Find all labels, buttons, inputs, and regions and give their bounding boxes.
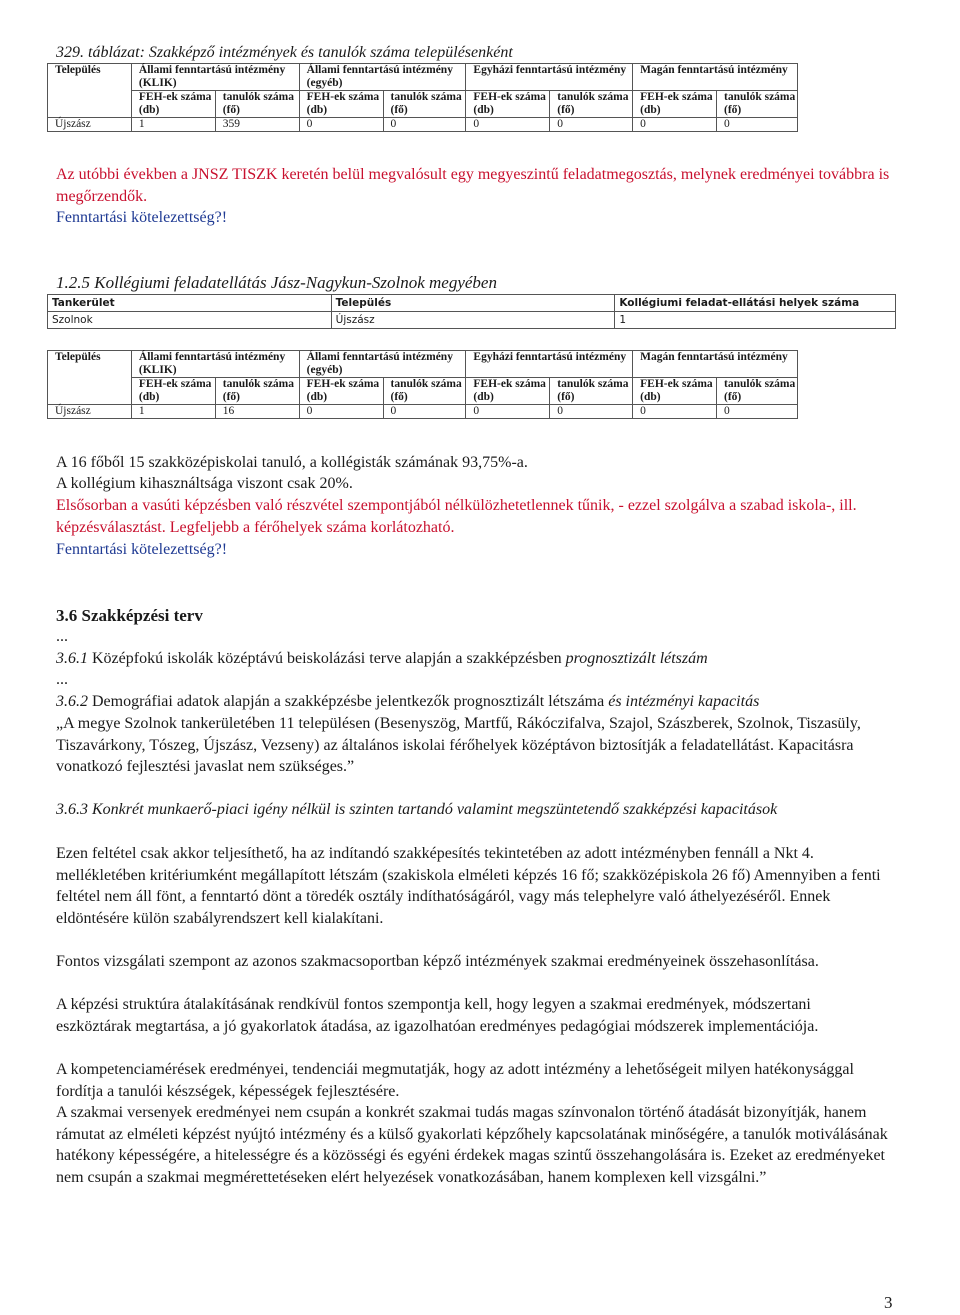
header-tanulok: tanulók száma (fő)	[383, 91, 466, 118]
paragraph-vasuti: Elsősorban a vasúti képzésben való részvétel szempontjából nélkülözhetetlennek tűnik, - ezzel szolgálva a szabad iskola-, ill. képzésválasztást. Legfeljebb a férőhelyek száma korlátozható.	[56, 497, 857, 536]
paragraph-vizsgalati: Fontos vizsgálati szempont az azonos szakmacsoportban képző intézmények szakmai eredményeinek összehasonlítása.	[56, 953, 819, 970]
cell-value: 1	[131, 405, 215, 419]
kollegium-table	[47, 294, 896, 329]
header-tanulok: tanulók száma (fő)	[550, 378, 633, 405]
subsection-number: 3.6.1	[56, 650, 88, 667]
note-fenntartasi: Fenntartási kötelezettség?!	[56, 541, 228, 558]
header-helyek: Kollégiumi feladat-ellátási helyek száma	[615, 295, 896, 312]
table-row	[48, 118, 798, 132]
header-tanulok: tanulók száma (fő)	[717, 378, 798, 405]
cell-telepules: Újszász	[48, 405, 132, 419]
header-tanulok: tanulók száma (fő)	[215, 378, 299, 405]
section-heading: 3.6 Szakképzési terv	[56, 606, 203, 625]
paragraph-versenyek: A szakmai versenyek eredményei nem csupán a konkrét szakmai tudás magas színvonalon történő átadását bizonyítják, hanem rámutat az elméleti képzést nyújtó intézmény és a külső gyakorlati képzőhely kapcsolatának minőségére, a tanulók motiválásának hatékony képességére, a hitelességre és a közösségi és egyéni érdekek magas szintű összehangolására is. Ezeket az eredményeket nem csupán a szakmai megmérettetéseken elért helyezések vonatkozásában, hanem komplexen kell vizsgálni.”	[56, 1104, 888, 1186]
cell-telepules: Újszász	[331, 312, 615, 329]
header-tanulok: tanulók száma (fő)	[215, 91, 299, 118]
paragraph-feltetel: Ezen feltétel csak akkor teljesíthető, ha az indítandó szakképesítés tekintetében az adott intézményben fennáll a Nkt 4. mellékletében kritériumként megállapított létszám (szakiskola elméleti képzés 16 fő; szakközépiskola 26 fő) Amennyiben a fenti feltétel nem áll fönt, a fenntartó dönt a töredék osztály indíthatóságáról, vagy más telephelyre való áthelyezéséről. Ennek eldöntésére külön szabályrendszert kell kialakítani.	[56, 845, 881, 927]
paragraph-kihasznaltsag: A kollégium kihasználtsága viszont csak 20%.	[56, 475, 353, 492]
cell-value: 0	[383, 118, 466, 132]
header-feh: FEH-ek száma (db)	[466, 91, 550, 118]
table-row	[48, 405, 798, 419]
subsection-363: 3.6.3 Konkrét munkaerő-piaci igény nélkül is szinten tartandó valamint megszüntetendő szakképzési kapacitások	[56, 801, 778, 818]
ellipsis: ...	[56, 671, 68, 688]
header-group: Magán fenntartású intézmény	[633, 351, 798, 378]
cell-helyek: 1	[615, 312, 896, 329]
institutions-table	[47, 63, 798, 132]
header-group: Állami fenntartású intézmény (KLIK)	[131, 351, 299, 378]
subsection-text: Középfokú iskolák középtávú beiskolázási terve alapján a szakképzésben	[88, 650, 566, 667]
note-fenntartasi: Fenntartási kötelezettség?!	[56, 209, 228, 226]
paragraph-struktura: A képzési struktúra átalakításának rendkívül fontos szempontja kell, hogy legyen a szakmai eredmények, módszertani eszköztárak megtartása, a jó gyakorlatok átadása, az igazolhatóan eredményes pedagógiai módszerek implementációja.	[56, 996, 819, 1035]
cell-value: 0	[717, 405, 798, 419]
cell-value: 0	[466, 405, 550, 419]
cell-tankerulet: Szolnok	[48, 312, 332, 329]
header-tanulok: tanulók száma (fő)	[717, 91, 798, 118]
cell-telepules: Újszász	[48, 118, 132, 132]
header-group: Magán fenntartású intézmény	[633, 64, 798, 91]
cell-value: 0	[299, 118, 383, 132]
subsection-emph: és intézményi kapacitás	[608, 693, 760, 710]
header-telepules: Település	[48, 64, 132, 118]
header-feh: FEH-ek száma (db)	[131, 91, 215, 118]
paragraph-kollegistak: A 16 főből 15 szakközépiskolai tanuló, a kollégisták számának 93,75%-a.	[56, 454, 528, 471]
cell-value: 0	[466, 118, 550, 132]
quote-szolnok: „A megye Szolnok tankerületében 11 településen (Besenyszög, Martfű, Rákóczifalva, Szajol, Szászberek, Szolnok, Tiszasüly, Tiszavárkony, Tószeg, Újszász, Vezseny) az általános iskolai férőhelyek középtávon biztosítják a feladatellátást. Kapacitásra vonatkozó fejlesztési javaslat nem szükséges.”	[56, 715, 861, 775]
header-feh: FEH-ek száma (db)	[633, 378, 717, 405]
cell-value: 16	[215, 405, 299, 419]
header-feh: FEH-ek száma (db)	[299, 378, 383, 405]
cell-value: 0	[550, 118, 633, 132]
subsection-361	[56, 648, 916, 670]
header-group: Állami fenntartású intézmény (egyéb)	[299, 351, 466, 378]
subsection-emph: prognosztizált létszám	[565, 650, 708, 667]
header-feh: FEH-ek száma (db)	[299, 91, 383, 118]
subsection-362	[56, 691, 916, 713]
header-telepules: Település	[48, 351, 132, 405]
header-telepules: Település	[331, 295, 615, 312]
header-tanulok: tanulók száma (fő)	[550, 91, 633, 118]
kollegium-students-table	[47, 350, 798, 419]
header-feh: FEH-ek száma (db)	[131, 378, 215, 405]
header-tankerulet: Tankerület	[48, 295, 332, 312]
header-feh: FEH-ek száma (db)	[633, 91, 717, 118]
header-group: Állami fenntartású intézmény (KLIK)	[131, 64, 299, 91]
cell-value: 0	[633, 118, 717, 132]
table-row	[48, 312, 896, 329]
paragraph-kompetencia: A kompetenciamérések eredményei, tendenciái megmutatják, hogy az adott intézmény a lehetőségeit milyen hatékonysággal fordítja a tanulói készségek, képességek fejlesztésére.	[56, 1061, 854, 1100]
header-group: Egyházi fenntartású intézmény	[466, 64, 633, 91]
cell-value: 0	[550, 405, 633, 419]
ellipsis: ...	[56, 628, 68, 645]
cell-value: 0	[633, 405, 717, 419]
cell-value: 1	[131, 118, 215, 132]
cell-value: 0	[299, 405, 383, 419]
paragraph-tiszk: Az utóbbi években a JNSZ TISZK keretén belül megvalósult egy megyeszintű feladatmegosztás, melynek eredményei továbbra is megőrzendők.	[56, 166, 890, 205]
header-group: Egyházi fenntartású intézmény	[466, 351, 633, 378]
header-group: Állami fenntartású intézmény (egyéb)	[299, 64, 466, 91]
section-heading: 1.2.5 Kollégiumi feladatellátás Jász-Nagykun-Szolnok megyében	[56, 273, 497, 292]
header-feh: FEH-ek száma (db)	[466, 378, 550, 405]
cell-value: 359	[215, 118, 299, 132]
cell-value: 0	[717, 118, 798, 132]
cell-value: 0	[383, 405, 466, 419]
subsection-number: 3.6.2	[56, 693, 88, 710]
table-caption: 329. táblázat: Szakképző intézmények és tanulók száma településenként	[56, 44, 513, 61]
page-number: 3	[884, 1293, 893, 1312]
header-tanulok: tanulók száma (fő)	[383, 378, 466, 405]
subsection-text: Demográfiai adatok alapján a szakképzésbe jelentkezők prognosztizált létszáma	[88, 693, 609, 710]
